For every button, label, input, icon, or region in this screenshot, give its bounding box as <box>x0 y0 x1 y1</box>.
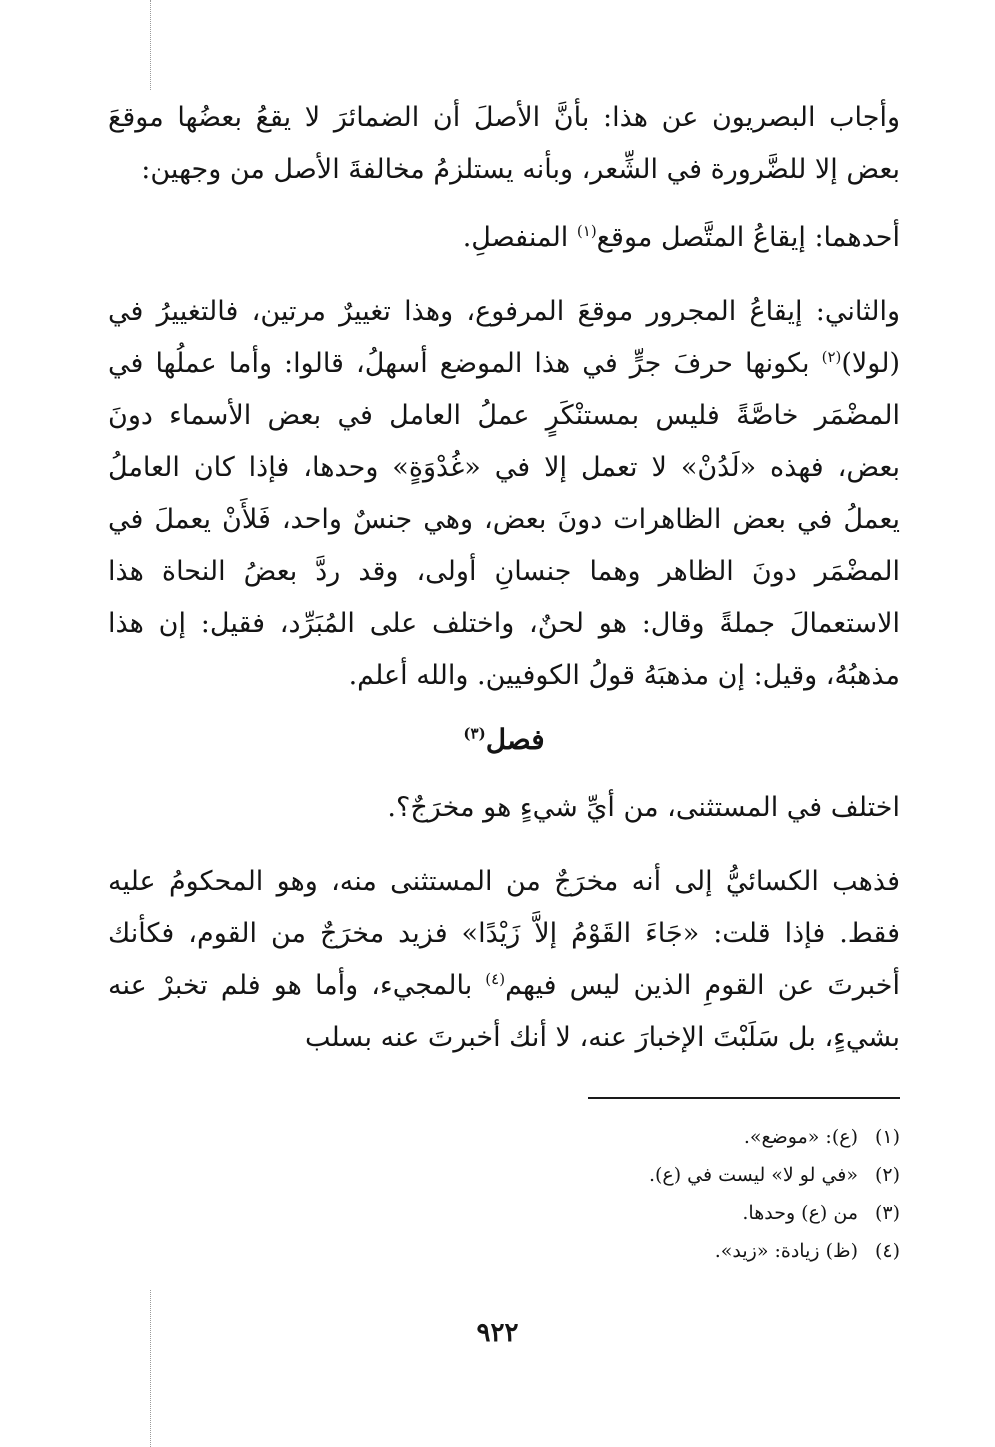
paragraph-second-reason <box>108 286 900 702</box>
paragraph-first-reason <box>108 212 900 264</box>
footnote-item <box>400 1232 900 1270</box>
footnote-number: (٣) <box>874 1202 900 1224</box>
paragraph-text: اختلف في المستثنى، من أيِّ شيءٍ هو مخرَجٌ؟. <box>387 792 900 823</box>
footnote-text: من (ع) وحدها. <box>742 1202 858 1224</box>
footnote-text: (ظ) زيادة: «زيد». <box>714 1240 858 1262</box>
scan-edge-bottom <box>150 1290 151 1447</box>
footnote-item <box>400 1156 900 1194</box>
footnote-text: «في لو لا» ليست في (ع). <box>648 1164 858 1186</box>
footnote-separator <box>588 1097 900 1099</box>
footnote-number: (٢) <box>874 1164 900 1186</box>
page-number: ٩٢٢ <box>476 1318 519 1348</box>
footnote-number: (٤) <box>874 1240 900 1262</box>
section-heading <box>108 718 900 762</box>
footnote-number: (١) <box>874 1126 900 1148</box>
footnote-reference[interactable]: (٢) <box>821 348 842 366</box>
paragraph-text: وأجاب البصريون عن هذا: بأنَّ الأصلَ أن الضمائرَ لا يقعُ بعضُها موقعَ بعض إلا للضَّرورة في الشِّعر، وبأنه يستلزمُ مخالفةَ الأصل من وجهين: <box>108 102 900 185</box>
section-title: فصل <box>485 723 545 756</box>
paragraph-kisai <box>108 856 900 1064</box>
footnote-item <box>400 1194 900 1232</box>
paragraph-text-end: بكونها حرفَ جرٍّ في هذا الموضع أسهلُ، قالوا: وأما عملُها في المضْمَر خاصَّةً فليس بمستنْكَرٍ عملُ العامل في بعض الأسماء دونَ بعض، فهذه «لَدُنْ» لا تعمل إلا في «غُدْوَةٍ» وحدها، فإذا كان العاملُ يعملُ في بعض الظاهرات دونَ بعض، وهي جنسٌ واحد، فَلأَنْ يعملَ في المضْمَر دونَ الظاهر وهما جنسانِ أولى، وقد ردَّ بعضُ النحاة هذا الاستعمالَ جملةً وقال: هو لحنٌ، واختلف على المُبَرِّد، فقيل: إن هذا مذهبُهُ، وقيل: إن مذهبَهُ قولُ الكوفيين. والله أعلم. <box>108 348 900 691</box>
footnote-item <box>400 1118 900 1156</box>
page-body <box>108 92 900 1080</box>
footnote-reference[interactable]: (١) <box>576 222 597 240</box>
paragraph-text-end: المنفصلِ. <box>462 222 577 253</box>
paragraph-text-start: والثاني: إيقاعُ المجرور موقعَ المرفوع، وهذا تغييرٌ مرتين، فالتغييرُ في (لولا) <box>108 296 900 379</box>
footnote-reference[interactable]: (٤) <box>485 970 506 988</box>
footnotes <box>400 1118 900 1270</box>
paragraph-question <box>108 782 900 834</box>
paragraph-text-start: فذهب الكسائيُّ إلى أنه مخرَجٌ من المستثنى منه، وهو المحكومُ عليه فقط. فإذا قلت: «جَاءَ القَوْمُ إلاَّ زَيْدًا» فزيد مخرَجٌ من القوم، فكأنك أخبرتَ عن القومِ الذين ليس فيهم <box>108 866 900 1001</box>
scan-edge-top <box>150 0 151 90</box>
paragraph-text-end: بالمجيء، وأما هو فلم تخبرْ عنه بشيءٍ، بل سَلَبْتَ الإخبارَ عنه، لا أنك أخبرتَ عنه بسلب <box>108 970 900 1053</box>
footnote-reference[interactable]: (٣) <box>463 724 486 743</box>
footnote-text: (ع): «موضع». <box>743 1126 858 1148</box>
paragraph-text-start: أحدهما: إيقاعُ المتَّصل موقع <box>596 222 900 253</box>
paragraph-basrians <box>108 92 900 196</box>
